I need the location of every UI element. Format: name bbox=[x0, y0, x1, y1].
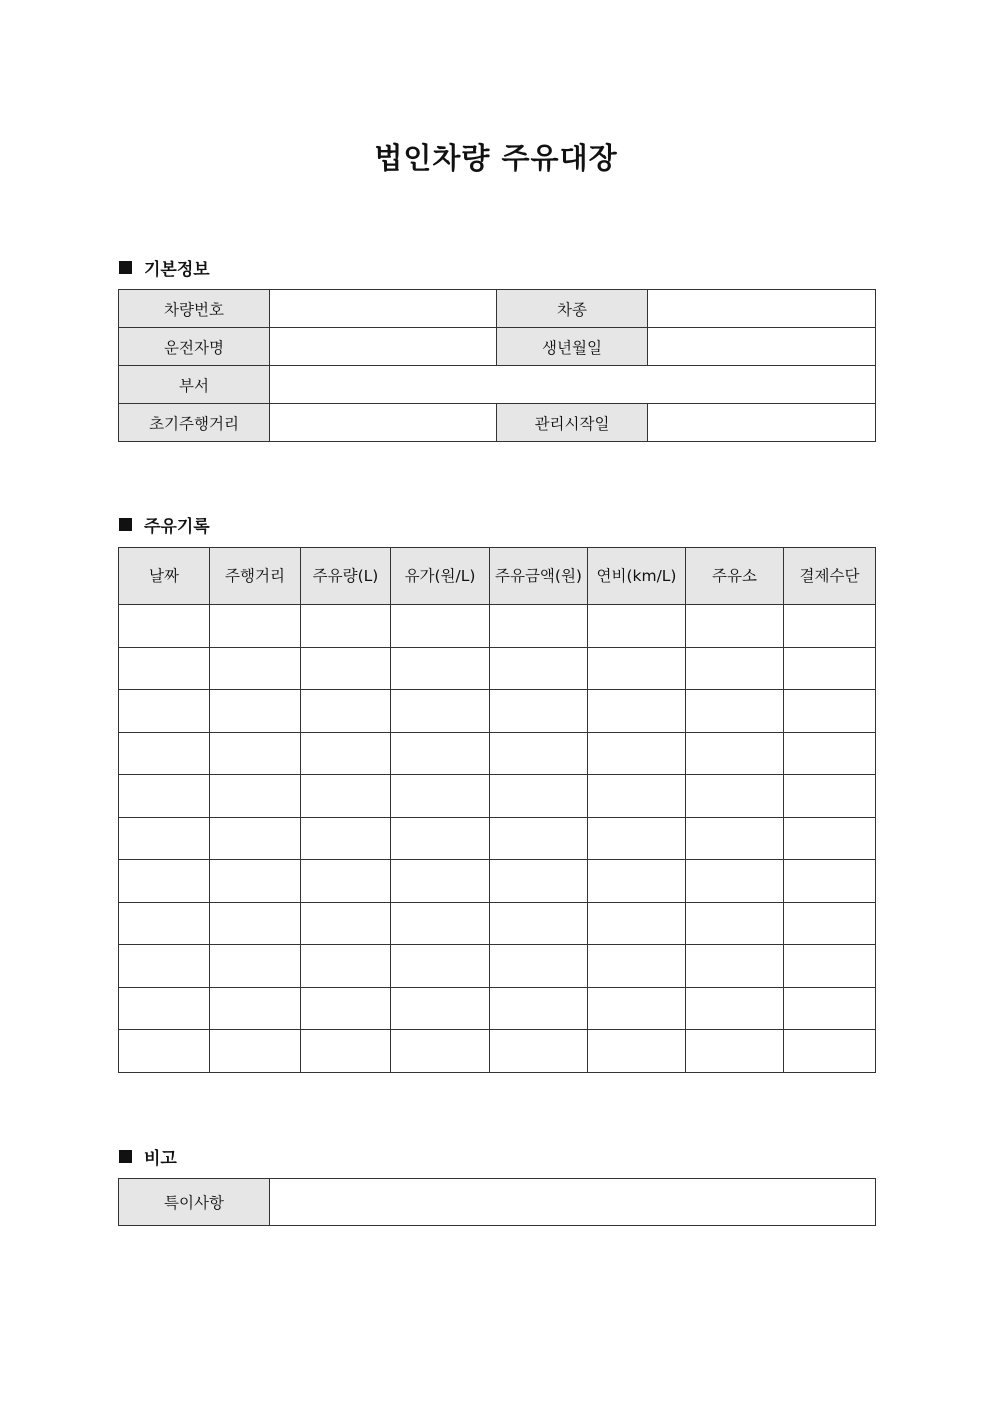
remarks-field[interactable] bbox=[270, 1179, 876, 1226]
cell-payment-method[interactable] bbox=[784, 945, 876, 988]
cell-fuel-amount[interactable] bbox=[301, 860, 391, 903]
cell-fuel-cost[interactable] bbox=[490, 647, 588, 690]
cell-fuel-efficiency[interactable] bbox=[588, 987, 686, 1030]
cell-date[interactable] bbox=[119, 605, 210, 648]
cell-fuel-amount[interactable] bbox=[301, 945, 391, 988]
square-bullet-icon bbox=[119, 1150, 132, 1163]
cell-fuel-cost[interactable] bbox=[490, 1030, 588, 1073]
birth-date-field[interactable] bbox=[648, 328, 876, 366]
cell-payment-method[interactable] bbox=[784, 690, 876, 733]
cell-mileage[interactable] bbox=[210, 690, 301, 733]
table-row bbox=[119, 902, 876, 945]
cell-fuel-cost[interactable] bbox=[490, 775, 588, 818]
cell-payment-method[interactable] bbox=[784, 987, 876, 1030]
cell-fuel-price[interactable] bbox=[391, 902, 490, 945]
cell-date[interactable] bbox=[119, 945, 210, 988]
column-header-fuel-amount: 주유량(L) bbox=[301, 548, 391, 605]
cell-mileage[interactable] bbox=[210, 647, 301, 690]
cell-fuel-cost[interactable] bbox=[490, 987, 588, 1030]
cell-payment-method[interactable] bbox=[784, 1030, 876, 1073]
cell-fuel-price[interactable] bbox=[391, 1030, 490, 1073]
cell-fuel-amount[interactable] bbox=[301, 987, 391, 1030]
table-row bbox=[119, 328, 876, 366]
cell-date[interactable] bbox=[119, 775, 210, 818]
column-header-mileage: 주행거리 bbox=[210, 548, 301, 605]
cell-gas-station[interactable] bbox=[686, 1030, 784, 1073]
cell-fuel-amount[interactable] bbox=[301, 775, 391, 818]
cell-fuel-price[interactable] bbox=[391, 605, 490, 648]
vehicle-model-field[interactable] bbox=[648, 290, 876, 328]
cell-mileage[interactable] bbox=[210, 605, 301, 648]
square-bullet-icon bbox=[119, 518, 132, 531]
cell-fuel-amount[interactable] bbox=[301, 1030, 391, 1073]
cell-fuel-efficiency[interactable] bbox=[588, 860, 686, 903]
table-row bbox=[119, 1179, 876, 1226]
remarks-heading-text: 비고 bbox=[144, 1149, 177, 1169]
cell-fuel-amount[interactable] bbox=[301, 732, 391, 775]
document-title: 법인차량 주유대장 bbox=[374, 141, 618, 175]
cell-payment-method[interactable] bbox=[784, 775, 876, 818]
cell-date[interactable] bbox=[119, 902, 210, 945]
table-row bbox=[119, 366, 876, 404]
cell-gas-station[interactable] bbox=[686, 732, 784, 775]
cell-fuel-efficiency[interactable] bbox=[588, 647, 686, 690]
vehicle-number-label: 차량번호 bbox=[119, 290, 270, 328]
cell-fuel-efficiency[interactable] bbox=[588, 605, 686, 648]
cell-fuel-cost[interactable] bbox=[490, 817, 588, 860]
cell-gas-station[interactable] bbox=[686, 860, 784, 903]
initial-mileage-label: 초기주행거리 bbox=[119, 404, 270, 442]
cell-mileage[interactable] bbox=[210, 860, 301, 903]
cell-date[interactable] bbox=[119, 987, 210, 1030]
cell-mileage[interactable] bbox=[210, 902, 301, 945]
cell-fuel-efficiency[interactable] bbox=[588, 690, 686, 733]
cell-fuel-amount[interactable] bbox=[301, 817, 391, 860]
cell-payment-method[interactable] bbox=[784, 605, 876, 648]
cell-fuel-price[interactable] bbox=[391, 817, 490, 860]
cell-fuel-price[interactable] bbox=[391, 775, 490, 818]
table-row bbox=[119, 775, 876, 818]
column-header-fuel-price: 유가(원/L) bbox=[391, 548, 490, 605]
table-row bbox=[119, 1030, 876, 1073]
table-row bbox=[119, 404, 876, 442]
cell-fuel-efficiency[interactable] bbox=[588, 1030, 686, 1073]
driver-name-label: 운전자명 bbox=[119, 328, 270, 366]
cell-fuel-amount[interactable] bbox=[301, 690, 391, 733]
cell-gas-station[interactable] bbox=[686, 817, 784, 860]
fuel-log-header-row bbox=[119, 548, 876, 605]
cell-payment-method[interactable] bbox=[784, 647, 876, 690]
cell-date[interactable] bbox=[119, 647, 210, 690]
table-row bbox=[119, 290, 876, 328]
column-header-payment-method: 결제수단 bbox=[784, 548, 876, 605]
basic-info-heading bbox=[119, 255, 210, 280]
column-header-date: 날짜 bbox=[119, 548, 210, 605]
cell-fuel-cost[interactable] bbox=[490, 690, 588, 733]
cell-fuel-cost[interactable] bbox=[490, 945, 588, 988]
cell-payment-method[interactable] bbox=[784, 902, 876, 945]
cell-gas-station[interactable] bbox=[686, 775, 784, 818]
cell-fuel-price[interactable] bbox=[391, 732, 490, 775]
cell-fuel-cost[interactable] bbox=[490, 860, 588, 903]
column-header-gas-station: 주유소 bbox=[686, 548, 784, 605]
cell-gas-station[interactable] bbox=[686, 987, 784, 1030]
cell-fuel-efficiency[interactable] bbox=[588, 775, 686, 818]
cell-fuel-efficiency[interactable] bbox=[588, 817, 686, 860]
square-bullet-icon bbox=[119, 261, 132, 274]
cell-fuel-amount[interactable] bbox=[301, 902, 391, 945]
cell-mileage[interactable] bbox=[210, 732, 301, 775]
department-label: 부서 bbox=[119, 366, 270, 404]
cell-fuel-price[interactable] bbox=[391, 647, 490, 690]
cell-payment-method[interactable] bbox=[784, 817, 876, 860]
cell-fuel-price[interactable] bbox=[391, 860, 490, 903]
column-header-fuel-cost: 주유금액(원) bbox=[490, 548, 588, 605]
cell-mileage[interactable] bbox=[210, 817, 301, 860]
cell-fuel-price[interactable] bbox=[391, 987, 490, 1030]
cell-mileage[interactable] bbox=[210, 1030, 301, 1073]
table-row bbox=[119, 690, 876, 733]
department-field[interactable] bbox=[270, 366, 876, 404]
initial-mileage-field[interactable] bbox=[270, 404, 497, 442]
cell-payment-method[interactable] bbox=[784, 860, 876, 903]
basic-info-table bbox=[118, 289, 876, 442]
table-row bbox=[119, 605, 876, 648]
cell-payment-method[interactable] bbox=[784, 732, 876, 775]
fuel-log-heading bbox=[119, 512, 210, 537]
cell-date[interactable] bbox=[119, 732, 210, 775]
cell-fuel-efficiency[interactable] bbox=[588, 902, 686, 945]
cell-date[interactable] bbox=[119, 690, 210, 733]
table-row bbox=[119, 860, 876, 903]
cell-fuel-price[interactable] bbox=[391, 690, 490, 733]
cell-gas-station[interactable] bbox=[686, 902, 784, 945]
remarks-table bbox=[118, 1178, 876, 1226]
cell-mileage[interactable] bbox=[210, 775, 301, 818]
cell-gas-station[interactable] bbox=[686, 647, 784, 690]
table-row bbox=[119, 945, 876, 988]
cell-mileage[interactable] bbox=[210, 945, 301, 988]
cell-fuel-price[interactable] bbox=[391, 945, 490, 988]
table-row bbox=[119, 817, 876, 860]
fuel-log-table bbox=[118, 547, 876, 1073]
cell-gas-station[interactable] bbox=[686, 690, 784, 733]
remarks-label: 특이사항 bbox=[119, 1179, 270, 1226]
management-start-date-label: 관리시작일 bbox=[497, 404, 648, 442]
cell-fuel-amount[interactable] bbox=[301, 605, 391, 648]
cell-fuel-cost[interactable] bbox=[490, 732, 588, 775]
cell-fuel-amount[interactable] bbox=[301, 647, 391, 690]
vehicle-model-label: 차종 bbox=[497, 290, 648, 328]
cell-fuel-cost[interactable] bbox=[490, 902, 588, 945]
table-row bbox=[119, 732, 876, 775]
table-row bbox=[119, 647, 876, 690]
cell-date[interactable] bbox=[119, 860, 210, 903]
cell-fuel-efficiency[interactable] bbox=[588, 732, 686, 775]
remarks-heading bbox=[119, 1144, 177, 1169]
cell-date[interactable] bbox=[119, 817, 210, 860]
vehicle-number-field[interactable] bbox=[270, 290, 497, 328]
cell-fuel-cost[interactable] bbox=[490, 605, 588, 648]
cell-gas-station[interactable] bbox=[686, 605, 784, 648]
fuel-log-heading-text: 주유기록 bbox=[144, 517, 210, 537]
column-header-fuel-efficiency: 연비(km/L) bbox=[588, 548, 686, 605]
cell-gas-station[interactable] bbox=[686, 945, 784, 988]
driver-name-field[interactable] bbox=[270, 328, 497, 366]
table-row bbox=[119, 987, 876, 1030]
cell-date[interactable] bbox=[119, 1030, 210, 1073]
cell-mileage[interactable] bbox=[210, 987, 301, 1030]
management-start-date-field[interactable] bbox=[648, 404, 876, 442]
basic-info-heading-text: 기본정보 bbox=[144, 260, 210, 280]
cell-fuel-efficiency[interactable] bbox=[588, 945, 686, 988]
birth-date-label: 생년월일 bbox=[497, 328, 648, 366]
